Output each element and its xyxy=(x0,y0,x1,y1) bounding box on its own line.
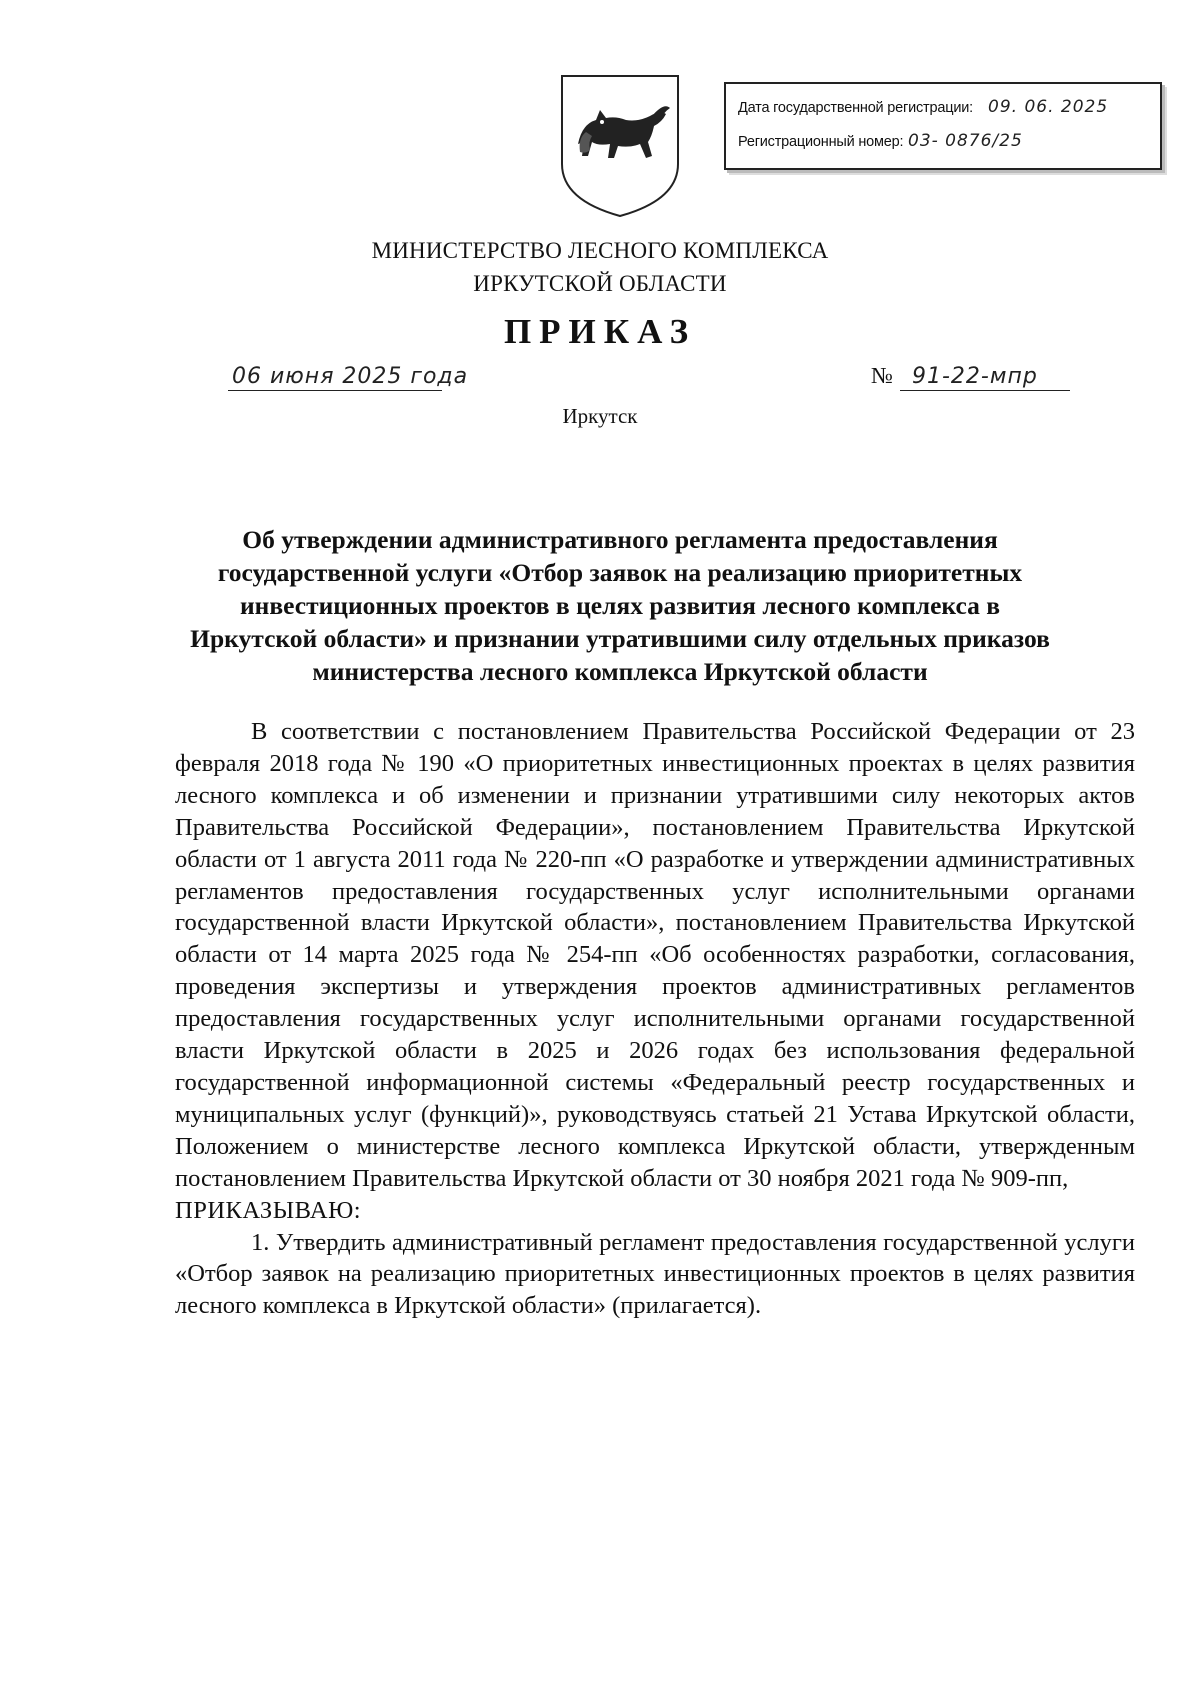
document-type-title: ПРИКАЗ xyxy=(503,312,697,351)
order-directive-word: ПРИКАЗЫВАЮ: xyxy=(175,1196,362,1224)
ministry-name-line2: ИРКУТСКОЙ ОБЛАСТИ xyxy=(473,271,727,296)
order-date-handwritten: 06 июня 2025 года xyxy=(232,364,469,389)
registration-date-value: 09. 06. 2025 xyxy=(988,97,1109,117)
order-number-label: № xyxy=(871,363,893,388)
order-number-handwritten: 91-22-мпр xyxy=(912,364,1038,389)
registration-number-value: 03- 0876/25 xyxy=(908,131,1023,151)
order-date-underline xyxy=(228,390,442,391)
registration-number-label: Регистрационный номер: xyxy=(738,134,904,150)
order-heading: Об утверждении административного регламента предоставления государственной услуги «Отбор заявок на реализацию приоритетных инвестиционных проектов в целях развития лесного комплекса в Иркутской области» и признании утратившими силу отдельных приказов министерства лесного комплекса Иркутской области xyxy=(190,525,1050,686)
city-name: Иркутск xyxy=(562,404,638,428)
ministry-name-line1: МИНИСТЕРСТВО ЛЕСНОГО КОМПЛЕКСА xyxy=(371,238,829,263)
registration-date-label: Дата государственной регистрации: xyxy=(738,100,973,116)
preamble-paragraph: В соответствии с постановлением Правительства Российской Федерации от 23 февраля 2018 года № 190 «О приоритетных инвестиционных проектах в целях развития лесного комплекса и об изменении и признании утратившими силу некоторых актов Правительства Российской Федерации», постановлением Правительства Иркутской области от 1 августа 2011 года № 220-пп «О разработке и утверждении административных регламентов предоставления государственных услуг исполнительными органами государственной власти Иркутской области», постановлением Правительства Иркутской области от 14 марта 2025 года № 254-пп «Об особенностях разработки, согласования, проведения экспертизы и утверждения проектов административных регламентов предоставления государственных услуг исполнительными органами государственной власти Иркутской области в 2025 и 2026 годах без использования федеральной государственной информационной системы «Федеральный реестр государственных и муниципальных услуг (функций)», руководствуясь статьей 21 Устава Иркутской области, Положением о министерстве лесного комплекса Иркутской области, утвержденным постановлением Правительства Иркутской области от 30 ноября 2021 года № 909-пп, xyxy=(175,718,1135,1192)
registration-stamp xyxy=(724,82,1162,170)
order-item-1: 1. Утвердить административный регламент предоставления государственной услуги «Отбор заявок на реализацию приоритетных инвестиционных проектов в целях развития лесного комплекса в Иркутской области» (прилагается). xyxy=(175,1228,1135,1320)
order-number-underline xyxy=(900,390,1070,391)
order-body xyxy=(175,716,1135,1322)
coat-of-arms-emblem xyxy=(556,72,684,220)
registration-number-row xyxy=(738,131,1023,151)
registration-date-row xyxy=(738,97,1109,117)
